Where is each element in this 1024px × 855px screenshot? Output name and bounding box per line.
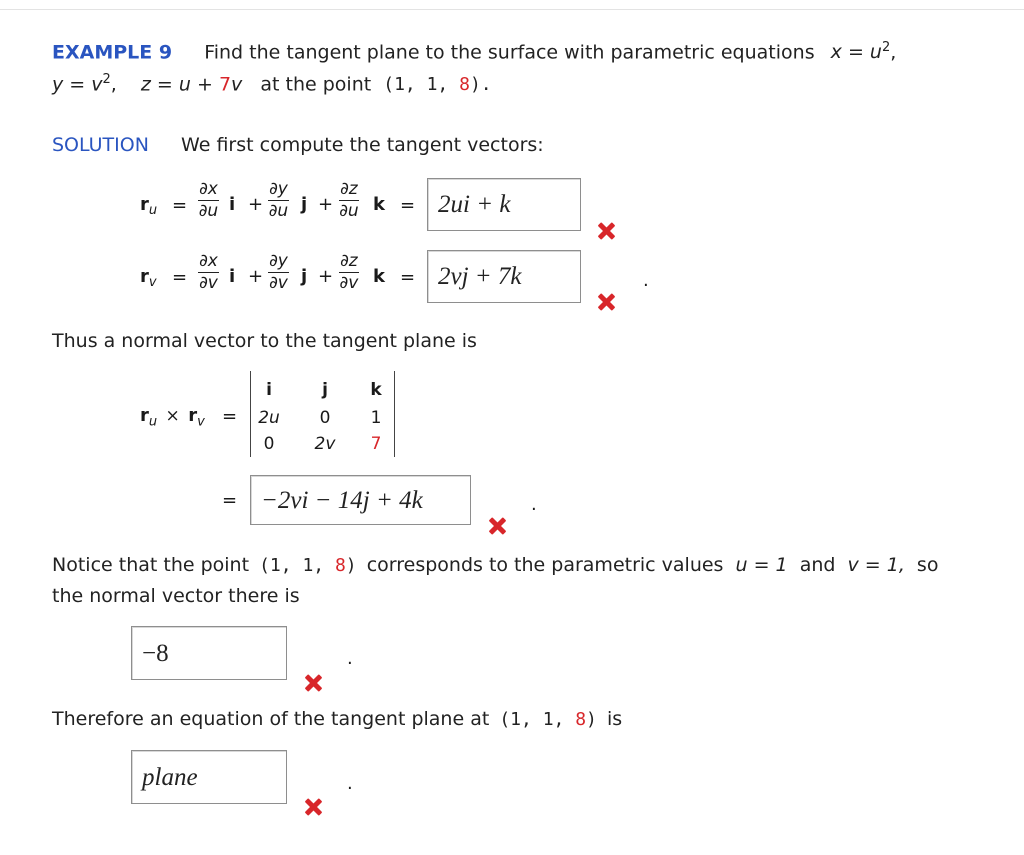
incorrect-x-icon — [596, 221, 616, 241]
rv-period: . — [643, 270, 649, 291]
rv-equals-2: = — [400, 267, 416, 288]
z-coefficient: 7 — [218, 73, 232, 96]
x-exponent: 2 — [881, 40, 891, 55]
rv-i: i — [229, 266, 236, 287]
ru-j: j — [301, 194, 308, 215]
ru-frac-x: ∂x ∂u — [198, 179, 219, 221]
notice-line-2: the normal vector there is — [52, 585, 300, 607]
therefore-line: Therefore an equation of the tangent plane at (1, 1, 8) is — [52, 708, 623, 730]
normal-answer-input[interactable]: −8 — [131, 626, 287, 680]
example-prompt: Find the tangent plane to the surface with parametric equations — [204, 41, 815, 64]
rv-frac-x: ∂x ∂v — [199, 251, 218, 293]
ru-plus-1: + — [248, 194, 264, 215]
det-r1c2: j — [322, 380, 328, 400]
example-line-2 — [52, 72, 492, 95]
rv-frac-z: ∂z ∂v — [339, 251, 359, 293]
example-label: EXAMPLE 9 — [52, 41, 173, 64]
ru-answer-input[interactable]: 2ui + k — [427, 178, 581, 231]
plane-period: . — [347, 773, 353, 794]
top-divider — [0, 9, 1024, 10]
rv-plus-2: + — [318, 266, 334, 287]
cross-period: . — [531, 494, 537, 515]
ru-frac-z: ∂z ∂u — [339, 179, 359, 221]
example-point-text: at the point — [260, 73, 372, 96]
incorrect-x-icon — [487, 516, 507, 536]
normal-period: . — [347, 648, 353, 669]
cross-answer-input[interactable]: −2vi − 14j + 4k — [250, 475, 471, 525]
rv-j: j — [301, 266, 308, 287]
x-comma: , — [890, 41, 897, 64]
det-r2c2: 0 — [319, 408, 331, 428]
y-exponent: 2 — [102, 72, 111, 87]
ru-equals-2: = — [400, 195, 416, 216]
det-r2c3: 1 — [370, 408, 382, 428]
det-r1c3: k — [370, 380, 382, 400]
cross-equals-2: = — [222, 490, 238, 511]
det-r3c2: 2v — [314, 434, 336, 454]
ru-lhs: $r_u$ — [140, 194, 158, 219]
rv-equals: = — [172, 267, 188, 288]
y-comma: , — [110, 73, 117, 96]
rv-lhs: $r_v$ — [140, 266, 157, 291]
solution-label: SOLUTION — [52, 134, 149, 156]
example-point: (1, 1, 8). — [383, 74, 492, 96]
incorrect-x-icon — [303, 797, 323, 817]
ru-k: k — [373, 194, 385, 215]
notice-line: Notice that the point (1, 1, 8) corresponds to the parametric values u = 1 and v = 1, so — [52, 554, 939, 576]
rv-answer-input[interactable]: 2vj + 7k — [427, 250, 581, 303]
det-r3c3: 7 — [370, 434, 382, 454]
normal-intro: Thus a normal vector to the tangent plane is — [52, 330, 477, 352]
ru-frac-y: ∂y ∂u — [268, 179, 289, 221]
z-var: v — [231, 73, 243, 96]
rv-k: k — [373, 266, 385, 287]
incorrect-x-icon — [596, 292, 616, 312]
z-equation: z = u + — [140, 73, 219, 96]
solution-text: We first compute the tangent vectors: — [181, 134, 544, 156]
solution-line — [52, 134, 544, 156]
det-r1c1: i — [266, 380, 272, 400]
ru-i: i — [229, 194, 236, 215]
cross-lhs: $r_u \times r_v$ — [140, 405, 205, 430]
incorrect-x-icon — [303, 673, 323, 693]
cross-equals: = — [222, 406, 238, 427]
rv-plus-1: + — [248, 266, 264, 287]
rv-frac-y: ∂y ∂v — [269, 251, 288, 293]
y-equation: y = v — [52, 73, 103, 96]
ru-plus-2: + — [318, 194, 334, 215]
determinant-right-bar — [394, 371, 395, 457]
ru-equals: = — [172, 195, 188, 216]
plane-answer-input[interactable]: plane — [131, 750, 287, 804]
det-r2c1: 2u — [258, 408, 280, 428]
example-heading — [52, 40, 896, 63]
x-equation: x = u — [830, 41, 882, 64]
det-r3c1: 0 — [263, 434, 275, 454]
